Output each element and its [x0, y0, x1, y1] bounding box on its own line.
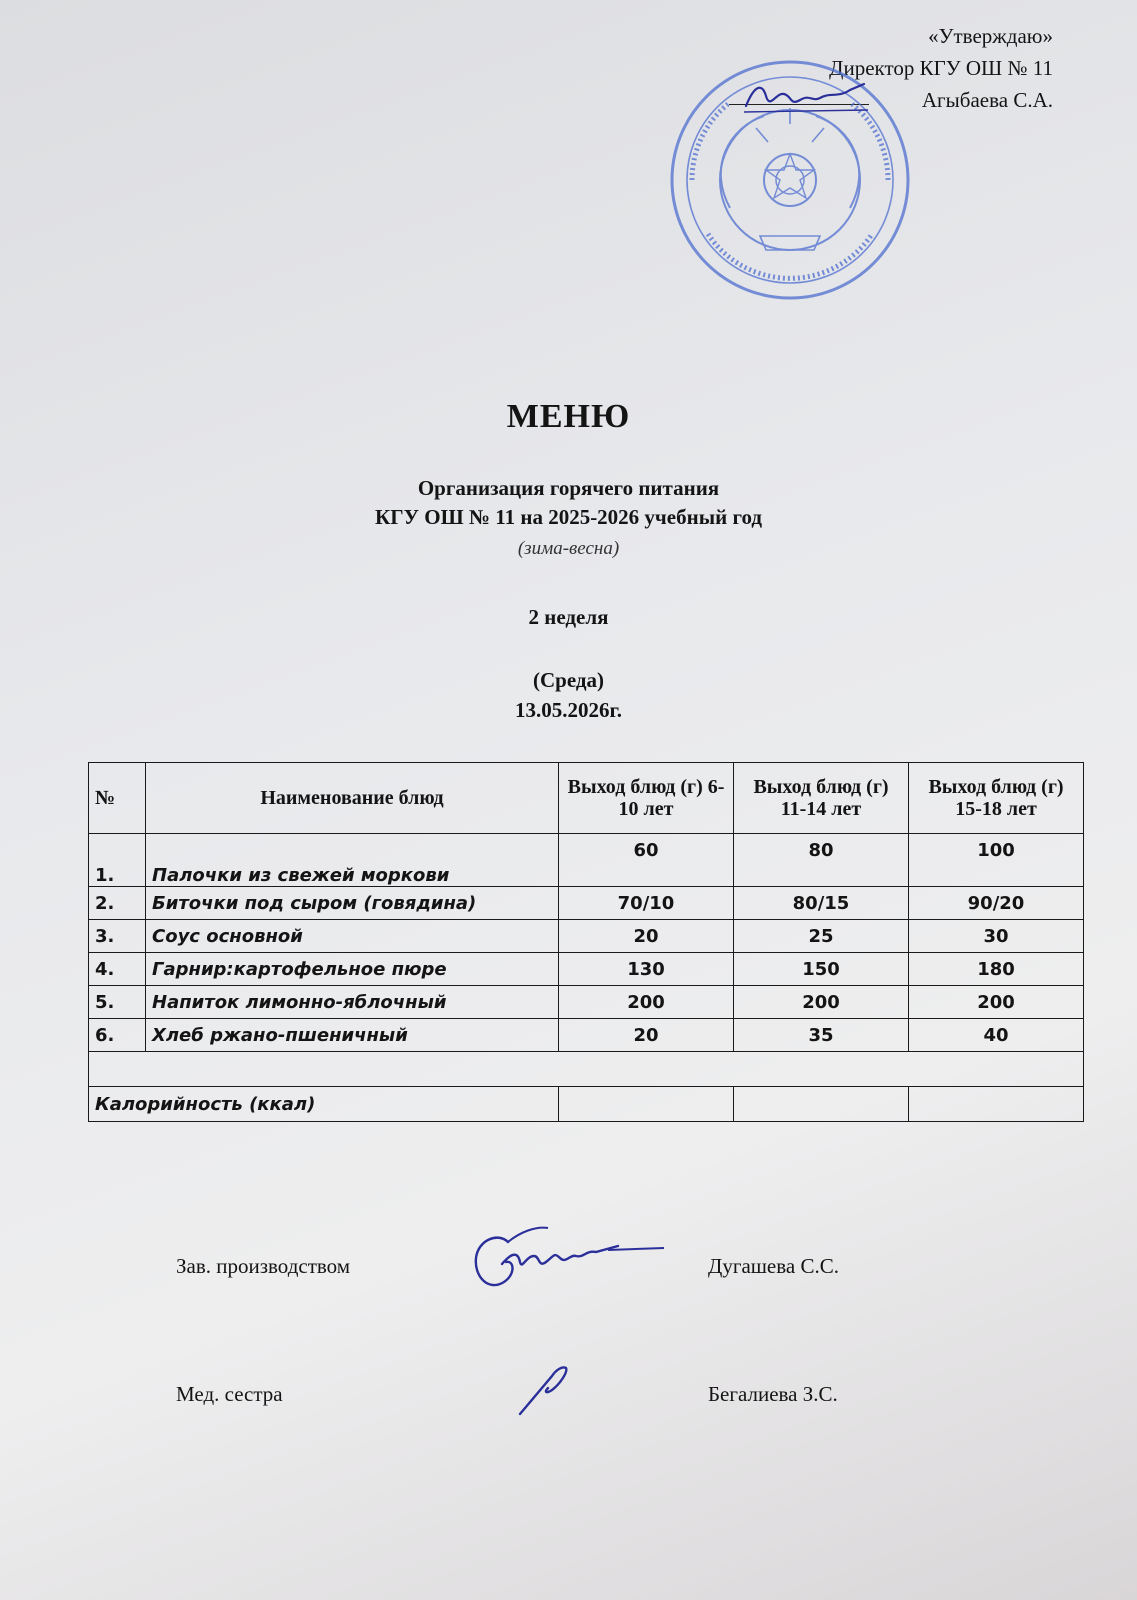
calories-label: Калорийность (ккал): [89, 1087, 559, 1122]
portion-11-14: 200: [734, 986, 909, 1019]
production-head-signature: [468, 1212, 668, 1302]
portion-11-14: 35: [734, 1019, 909, 1052]
season-label: (зима-весна): [517, 538, 620, 559]
dish-name: Биточки под сыром (говядина): [146, 887, 559, 920]
week-label: 2 неделя: [528, 605, 609, 629]
table-row: [89, 953, 1084, 986]
portion-11-14: 25: [734, 920, 909, 953]
row-number: 2.: [89, 887, 146, 920]
header-portion-15-18: Выход блюд (г) 15-18 лет: [909, 763, 1084, 834]
table-row: [89, 1019, 1084, 1052]
header-portion-11-14: Выход блюд (г) 11-14 лет: [734, 763, 909, 834]
row-number: 5.: [89, 986, 146, 1019]
dish-name: Соус основной: [146, 920, 559, 953]
calories-15-18: [909, 1087, 1084, 1122]
table-blank-row: [89, 1052, 1084, 1087]
approval-heading: «Утверждаю»: [928, 24, 1053, 48]
portion-15-18: 30: [909, 920, 1084, 953]
row-number: 4.: [89, 953, 146, 986]
signature-role: Мед. сестра: [176, 1382, 283, 1406]
table-row: [89, 920, 1084, 953]
portion-11-14: 80: [734, 834, 909, 887]
approval-director-name: Агыбаева С.А.: [921, 88, 1053, 112]
portion-11-14: 80/15: [734, 887, 909, 920]
portion-6-10: 20: [559, 920, 734, 953]
portion-15-18: 200: [909, 986, 1084, 1019]
portion-11-14: 150: [734, 953, 909, 986]
signature-role: Зав. производством: [176, 1254, 351, 1278]
portion-15-18: 180: [909, 953, 1084, 986]
portion-6-10: 60: [559, 834, 734, 887]
table-calories-row: [89, 1087, 1084, 1122]
header-dish-name: Наименование блюд: [146, 763, 559, 834]
menu-table: [88, 762, 1084, 1122]
blank-cell: [89, 1052, 1084, 1087]
header-portion-6-10: Выход блюд (г) 6-10 лет: [559, 763, 734, 834]
portion-15-18: 100: [909, 834, 1084, 887]
header-number: №: [89, 763, 146, 834]
portion-6-10: 200: [559, 986, 734, 1019]
weekday-label: (Среда): [533, 668, 604, 692]
calories-11-14: [734, 1087, 909, 1122]
table-header-row: [89, 763, 1084, 834]
row-number: 1.: [89, 834, 146, 887]
dish-name: Хлеб ржано-пшеничный: [146, 1019, 559, 1052]
portion-6-10: 20: [559, 1019, 734, 1052]
table-row: [89, 986, 1084, 1019]
menu-date: 13.05.2026г.: [515, 698, 622, 722]
portion-6-10: 70/10: [559, 887, 734, 920]
nurse-signature: [516, 1362, 576, 1418]
dish-name: Напиток лимонно-яблочный: [146, 986, 559, 1019]
signature-person-name: Бегалиева З.С.: [708, 1382, 838, 1406]
dish-name: Гарнир:картофельное пюре: [146, 953, 559, 986]
organization-line-2: КГУ ОШ № 11 на 2025-2026 учебный год: [375, 505, 762, 529]
director-signature: [740, 72, 870, 122]
portion-15-18: 90/20: [909, 887, 1084, 920]
portion-15-18: 40: [909, 1019, 1084, 1052]
row-number: 3.: [89, 920, 146, 953]
page-title: МЕНЮ: [506, 398, 631, 435]
calories-6-10: [559, 1087, 734, 1122]
signature-person-name: Дугашева С.С.: [708, 1254, 839, 1278]
dish-name: Палочки из свежей моркови: [146, 834, 559, 887]
approval-position: Директор КГУ ОШ № 11: [829, 56, 1053, 80]
organization-line-1: Организация горячего питания: [417, 476, 720, 500]
portion-6-10: 130: [559, 953, 734, 986]
table-row: [89, 834, 1084, 887]
table-row: [89, 887, 1084, 920]
row-number: 6.: [89, 1019, 146, 1052]
